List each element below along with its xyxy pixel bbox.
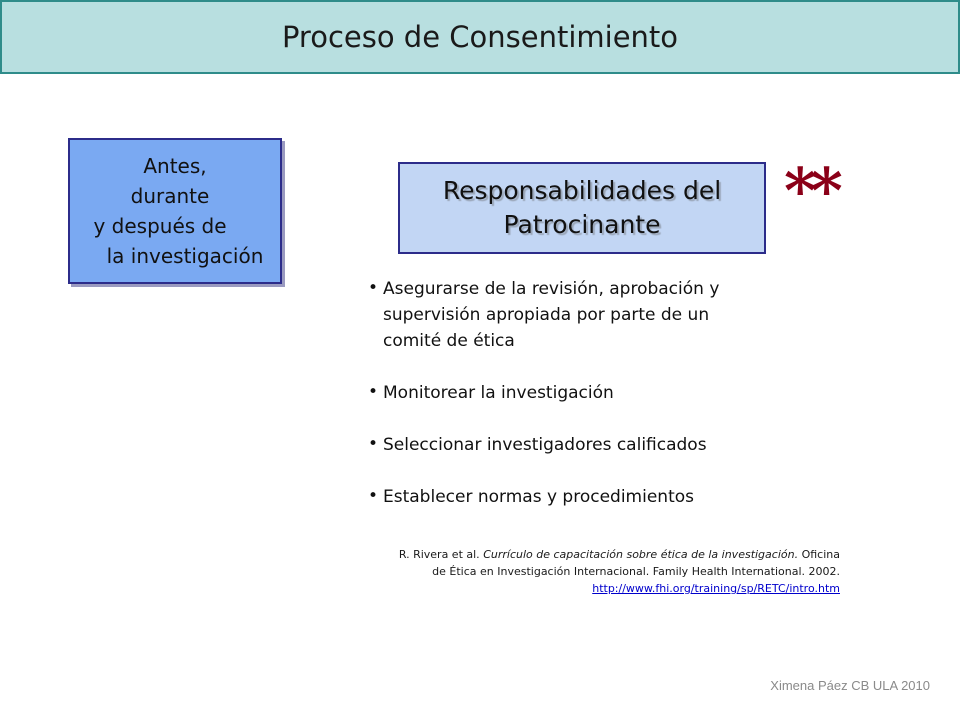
title-bar <box>0 0 960 74</box>
list-item-text: comité de ética <box>383 331 515 351</box>
list-item <box>368 380 808 406</box>
citation-authors: R. Rivera et al. <box>398 548 484 561</box>
citation-link[interactable]: http://www.fhi.org/training/sp/RETC/intro.htm <box>592 582 840 595</box>
timing-box <box>68 138 282 284</box>
page-title: Proceso de Consentimiento <box>281 20 679 54</box>
responsibilities-list <box>368 276 808 510</box>
list-item <box>368 432 808 458</box>
asterisks-mark: ** <box>784 154 837 227</box>
list-item <box>368 484 808 510</box>
timing-line: Antes, <box>143 154 207 178</box>
bullet-icon: • <box>368 278 379 298</box>
list-item-text: supervisión apropiada por parte de un <box>383 305 710 325</box>
citation <box>330 546 840 597</box>
list-item <box>368 276 808 354</box>
timing-line: durante <box>130 184 210 208</box>
citation-line-1 <box>330 546 840 563</box>
bullet-icon: • <box>368 382 379 402</box>
bullet-icon: • <box>368 434 379 454</box>
list-item-text: Asegurarse de la revisión, aprobación y <box>383 279 720 299</box>
responsibilities-line: Patrocinante <box>503 210 661 239</box>
footer-credit: Ximena Páez CB ULA 2010 <box>770 678 930 693</box>
responsibilities-line: Responsabilidades del <box>442 176 722 205</box>
list-item-text: Seleccionar investigadores calificados <box>383 435 707 455</box>
responsibilities-box <box>398 162 766 254</box>
timing-line: la investigación <box>106 244 264 268</box>
list-item-text: Establecer normas y procedimientos <box>383 487 694 507</box>
citation-line-2: de Ética en Investigación Internacional. Family Health International. 2002. <box>432 565 840 578</box>
list-item-text: Monitorear la investigación <box>383 383 614 403</box>
timing-line: y después de <box>93 214 227 238</box>
citation-publisher: Oficina <box>798 548 840 561</box>
bullet-icon: • <box>368 486 379 506</box>
citation-title: Currículo de capacitación sobre ética de la investigación. <box>483 548 799 561</box>
